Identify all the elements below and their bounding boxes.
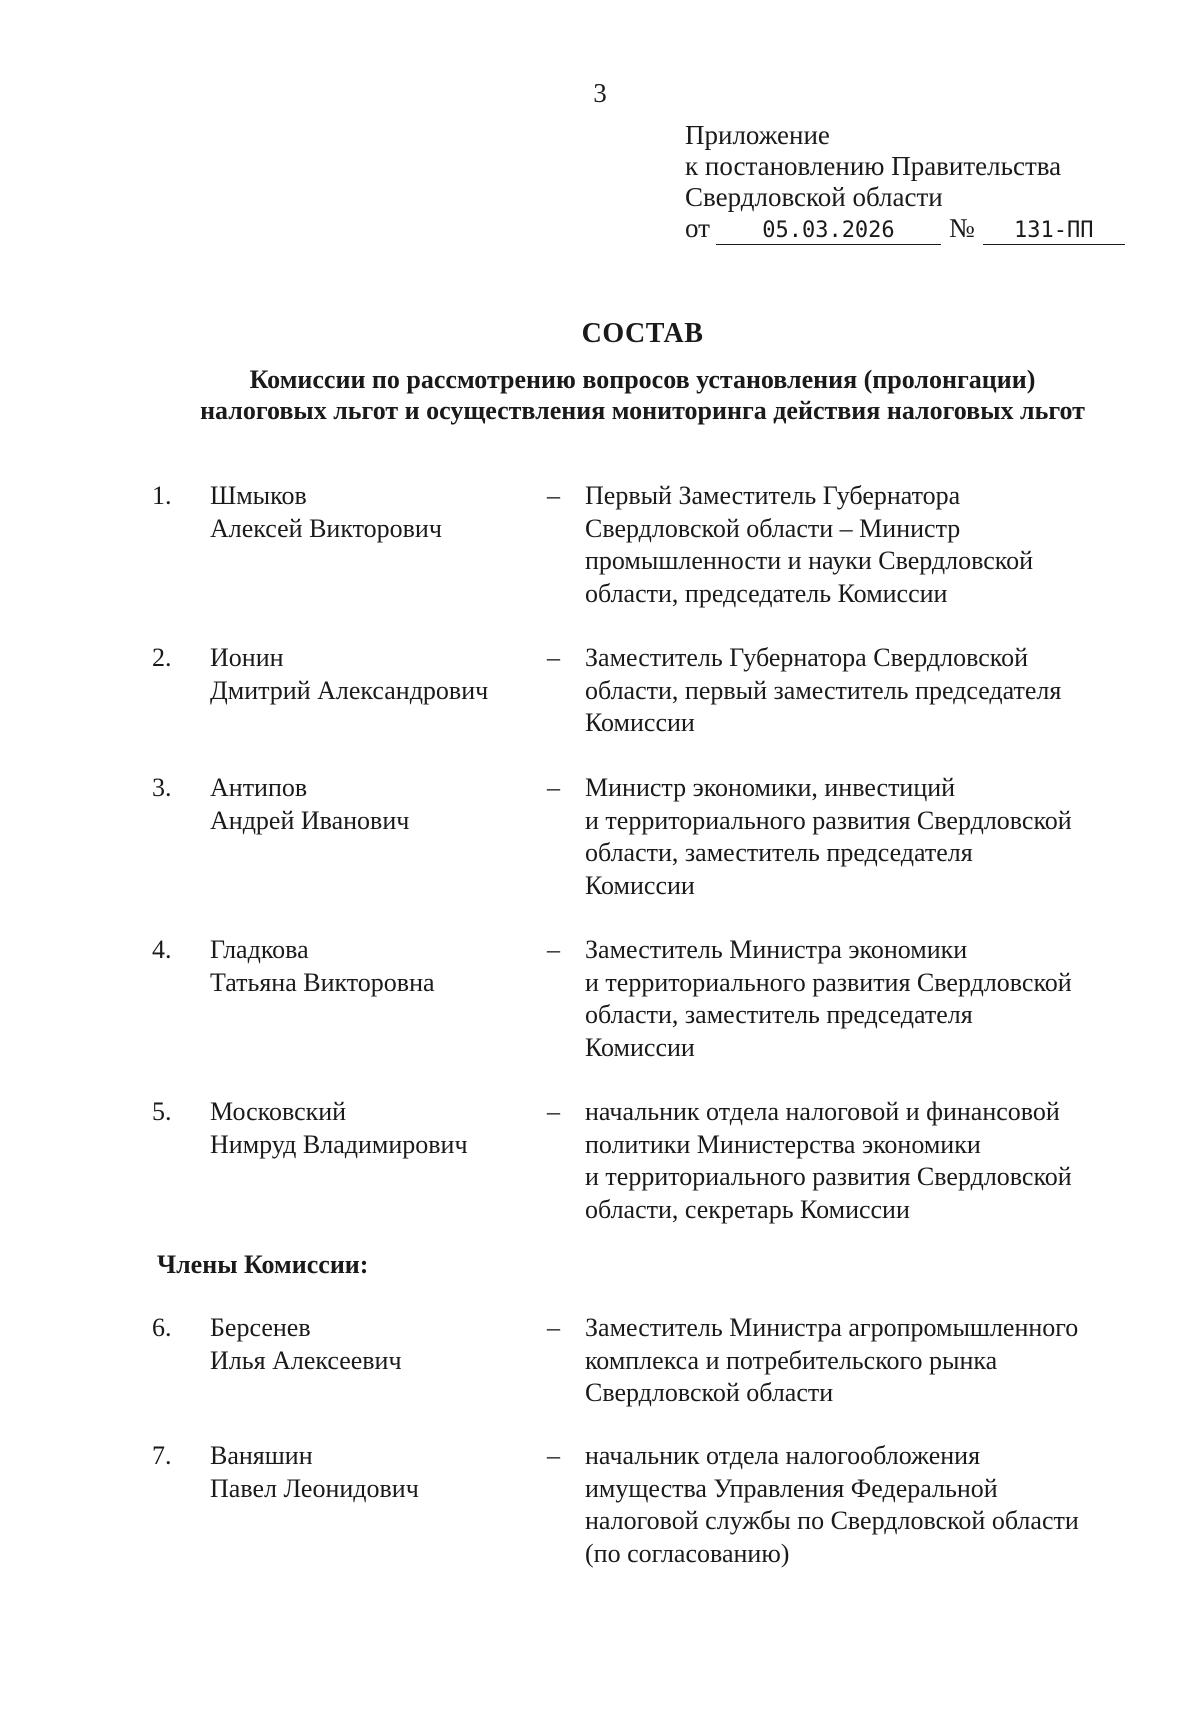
document-title: СОСТАВ	[581, 318, 704, 349]
position-line: Заместитель Министра агропромышленного	[585, 1313, 1079, 1342]
position-line: области, председатель Комиссии	[585, 578, 948, 608]
position-line: (по согласованию)	[585, 1538, 790, 1568]
number-prefix: №	[948, 213, 975, 243]
subtitle-line-2: налоговых льгот и осуществления мониторинга действия налоговых льгот	[200, 396, 1085, 425]
dash: –	[547, 481, 560, 510]
subtitle-line-1: Комиссии по рассмотрению вопросов установления (пролонгации)	[249, 365, 1036, 394]
member-number: 2.	[152, 643, 172, 672]
position-line: начальник отдела налогообложения	[585, 1441, 981, 1470]
member-given-names: Дмитрий Александрович	[210, 675, 489, 705]
member-name	[210, 934, 435, 999]
members-heading: Члены Комиссии:	[157, 1250, 369, 1279]
member-position	[585, 1096, 1140, 1226]
appendix-line-2: к постановлению Правительства	[685, 151, 1062, 181]
member-number: 1.	[152, 481, 172, 510]
member-number: 7.	[152, 1441, 172, 1470]
appendix-line-3: Свердловской области	[685, 182, 943, 212]
date-prefix: от	[685, 213, 710, 243]
position-line: области, заместитель председателя	[585, 1000, 973, 1029]
member-number: 6.	[152, 1313, 172, 1342]
member-name	[210, 1096, 468, 1161]
position-line: Заместитель Министра экономики	[585, 935, 968, 964]
appendix-block	[685, 120, 1125, 245]
dash: –	[547, 1313, 560, 1342]
member-position	[585, 772, 1140, 902]
position-line: Комиссии	[585, 1032, 695, 1062]
member-number: 4.	[152, 935, 172, 964]
member-name	[210, 1312, 402, 1377]
appendix-line-1: Приложение	[685, 120, 830, 150]
member-surname: Антипов	[210, 773, 308, 802]
position-line: промышленности и науки Свердловской	[585, 546, 1034, 575]
position-line: политики Министерства экономики	[585, 1129, 981, 1159]
member-surname: Берсенев	[210, 1313, 311, 1342]
decree-number: 131-ПП	[983, 218, 1125, 245]
dash: –	[547, 935, 560, 964]
member-name	[210, 480, 442, 545]
position-line: Комиссии	[585, 870, 695, 900]
position-line: и территориального развития Свердловской	[585, 967, 1072, 997]
member-given-names: Татьяна Викторовна	[210, 967, 435, 997]
position-line: области, секретарь Комиссии	[585, 1194, 910, 1224]
member-given-names: Андрей Иванович	[210, 805, 410, 835]
member-name	[210, 642, 488, 707]
position-line: Министр экономики, инвестиций	[585, 773, 956, 802]
member-position	[585, 1312, 1140, 1410]
member-name	[210, 1440, 419, 1505]
position-line: налоговой службы по Свердловской области	[585, 1506, 1079, 1535]
member-name	[210, 772, 409, 837]
position-line: имущества Управления Федеральной	[585, 1473, 998, 1503]
position-line: области, первый заместитель председателя	[585, 675, 1062, 705]
member-position	[585, 934, 1140, 1064]
member-given-names: Илья Алексеевич	[210, 1345, 402, 1375]
position-line: области, заместитель председателя	[585, 838, 973, 867]
dash: –	[547, 1097, 560, 1126]
position-line: Свердловской области – Министр	[585, 513, 961, 543]
member-given-names: Алексей Викторович	[210, 513, 442, 543]
member-given-names: Павел Леонидович	[210, 1473, 419, 1503]
title-block	[0, 318, 1200, 426]
appendix-date-line	[685, 213, 1125, 245]
member-position	[585, 1440, 1140, 1570]
member-number: 3.	[152, 773, 172, 802]
position-line: начальник отдела налоговой и финансовой	[585, 1097, 1060, 1126]
document-subtitle	[0, 364, 1200, 426]
position-line: комплекса и потребительского рынка	[585, 1345, 998, 1375]
member-surname: Ионин	[210, 643, 284, 672]
member-surname: Московский	[210, 1097, 347, 1126]
position-line: и территориального развития Свердловской	[585, 805, 1072, 835]
member-number: 5.	[152, 1097, 172, 1126]
position-line: Заместитель Губернатора Свердловской	[585, 643, 1028, 672]
page-number: 3	[593, 78, 607, 108]
member-surname: Гладкова	[210, 935, 309, 964]
dash: –	[547, 643, 560, 672]
decree-date: 05.03.2026	[716, 218, 941, 245]
position-line: Первый Заместитель Губернатора	[585, 481, 961, 510]
position-line: Комиссии	[585, 708, 695, 737]
member-given-names: Нимруд Владимирович	[210, 1129, 468, 1159]
dash: –	[547, 773, 560, 802]
dash: –	[547, 1441, 560, 1470]
member-position	[585, 642, 1140, 740]
position-line: Свердловской области	[585, 1378, 834, 1407]
member-position	[585, 480, 1140, 610]
position-line: и территориального развития Свердловской	[585, 1162, 1072, 1191]
member-surname: Шмыков	[210, 481, 307, 510]
member-surname: Ваняшин	[210, 1441, 313, 1470]
